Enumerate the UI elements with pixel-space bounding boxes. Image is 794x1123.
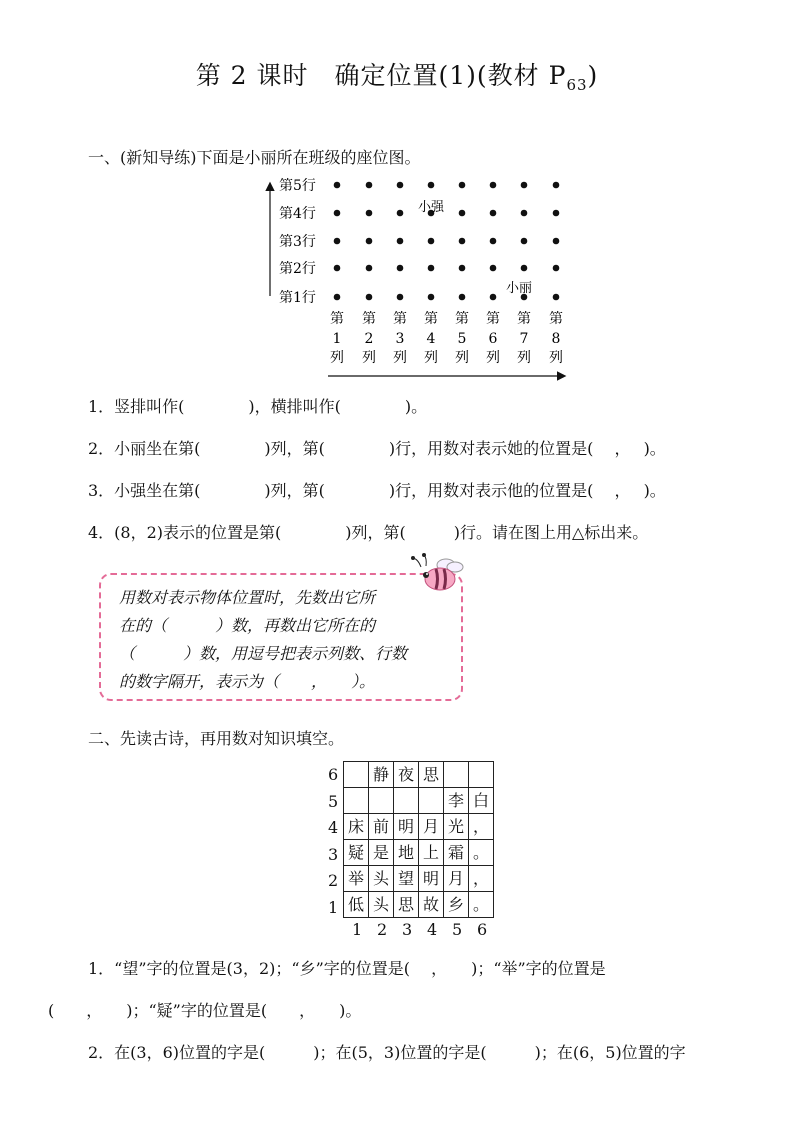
grid-row: [344, 788, 494, 814]
grid-cell: 光: [444, 814, 469, 840]
grid-column-number: 6: [477, 920, 488, 939]
grid-cell: 低: [344, 892, 369, 918]
question-1-3: 3．小强坐在第( )列，第( )行，用数对表示他的位置是( ， )。: [88, 481, 666, 500]
grid-cell: 举: [344, 866, 369, 892]
label-xiaoqiang: 小强: [418, 200, 445, 215]
seat-dot: [459, 210, 466, 217]
grid-cell: 是: [369, 840, 394, 866]
seat-dot: [428, 238, 435, 245]
question-2-2: 2．在(3，6)位置的字是( )；在(5，3)位置的字是( )；在(6，5)位置的字: [88, 1043, 686, 1062]
grid-cell: [394, 788, 419, 814]
seat-dot: [553, 238, 560, 245]
row-label: 第4行: [279, 206, 316, 222]
question-1-1: 1．竖排叫作( )，横排叫作( )。: [88, 397, 428, 416]
column-label-top: 第: [424, 311, 438, 327]
grid-cell: [344, 762, 369, 788]
column-label-top: 第: [393, 311, 407, 327]
column-label-top: 第: [549, 311, 563, 327]
row-label: 第3行: [279, 234, 316, 250]
grid-cell: 前: [369, 814, 394, 840]
row-label: 第1行: [279, 290, 316, 306]
seat-dot: [397, 210, 404, 217]
column-label-bottom: 列: [330, 350, 344, 366]
question-1-4: 4．(8，2)表示的位置是第( )列，第( )行。请在图上用△标出来。: [88, 523, 649, 542]
column-label-top: 第: [330, 311, 344, 327]
title-main: 第 2 课时 确定位置(1)(教材 P: [195, 61, 567, 90]
column-label-bottom: 列: [362, 350, 376, 366]
column-label-num: 5: [457, 331, 467, 347]
seat-dot: [366, 238, 373, 245]
column-label-bottom: 列: [455, 350, 469, 366]
seat-dot: [490, 182, 497, 189]
tip-line-1: 用数对表示物体位置时，先数出它所: [119, 588, 376, 607]
seat-dot: [490, 238, 497, 245]
grid-column-number: 3: [402, 920, 413, 939]
seat-dot: [459, 182, 466, 189]
grid-row-number: 3: [328, 844, 339, 864]
grid-cell: 明: [419, 866, 444, 892]
seat-dot: [553, 210, 560, 217]
grid-cell: 明: [394, 814, 419, 840]
seat-dot: [428, 294, 435, 301]
grid-row-number: 1: [328, 897, 339, 917]
seat-dot: [397, 238, 404, 245]
grid-cell: 头: [369, 892, 394, 918]
seat-dot: [459, 238, 466, 245]
grid-cell: ，: [469, 814, 494, 840]
poem-grid: [343, 761, 494, 918]
seat-dot: [521, 265, 528, 272]
column-label-num: 8: [551, 331, 561, 347]
column-label-bottom: 列: [393, 350, 407, 366]
question-2-1-line1: 1．“望”字的位置是(3，2)；“乡”字的位置是( ， )；“举”字的位置是: [88, 959, 606, 978]
grid-cell: 疑: [344, 840, 369, 866]
tip-line-3: （ ）数，用逗号把表示列数、行数: [119, 644, 408, 663]
column-label-num: 1: [332, 331, 342, 347]
section2-heading: 二、先读古诗，再用数对知识填空。: [88, 729, 345, 748]
column-label-bottom: 列: [486, 350, 500, 366]
section1-heading: 一、(新知导练)下面是小丽所在班级的座位图。: [88, 148, 421, 167]
seat-dot: [366, 294, 373, 301]
column-label-num: 2: [364, 331, 374, 347]
question-2-1-line2: ( ， )；“疑”字的位置是( ， )。: [48, 1001, 362, 1020]
seat-dot: [521, 182, 528, 189]
seat-dot: [334, 238, 341, 245]
seat-dot: [490, 210, 497, 217]
grid-cell: 。: [469, 840, 494, 866]
grid-cell: 霜: [444, 840, 469, 866]
grid-cell: 望: [394, 866, 419, 892]
grid-cell: ，: [469, 866, 494, 892]
column-label-num: 6: [488, 331, 498, 347]
grid-row: [344, 814, 494, 840]
seat-dot: [366, 210, 373, 217]
grid-cell: 床: [344, 814, 369, 840]
seat-dot: [553, 294, 560, 301]
seat-dot: [521, 238, 528, 245]
seat-dot: [397, 182, 404, 189]
seat-dot: [397, 265, 404, 272]
grid-cell: [419, 788, 444, 814]
row-label: 第2行: [279, 261, 316, 277]
grid-row-number: 4: [328, 818, 339, 837]
grid-cell: 思: [394, 892, 419, 918]
seat-dot: [459, 265, 466, 272]
seat-dot: [366, 265, 373, 272]
grid-cell: 乡: [444, 892, 469, 918]
row-label: 第5行: [279, 178, 316, 194]
seat-dot: [553, 265, 560, 272]
seat-dot: [490, 265, 497, 272]
grid-row: [344, 840, 494, 866]
grid-cell: [469, 762, 494, 788]
question-1-2: 2．小丽坐在第( )列，第( )行，用数对表示她的位置是( ， )。: [88, 439, 666, 458]
seat-dot: [521, 210, 528, 217]
grid-cell: 白: [469, 788, 494, 814]
grid-row-number: 6: [328, 765, 339, 784]
grid-cell: 地: [394, 840, 419, 866]
grid-cell: 头: [369, 866, 394, 892]
grid-cell: 故: [419, 892, 444, 918]
grid-cell: [369, 788, 394, 814]
column-label-top: 第: [362, 311, 376, 327]
column-label-num: 3: [395, 331, 405, 347]
column-label-bottom: 列: [549, 350, 563, 366]
grid-cell: 静: [369, 762, 394, 788]
grid-column-number: 5: [452, 920, 463, 939]
column-label-top: 第: [517, 311, 531, 327]
grid-row-number: 2: [328, 871, 339, 890]
grid-row: [344, 866, 494, 892]
column-label-top: 第: [486, 311, 500, 327]
seat-dot: [334, 210, 341, 217]
title-subscript: 63: [566, 76, 588, 94]
label-xiaoli: 小丽: [506, 281, 533, 296]
grid-cell: 月: [444, 866, 469, 892]
grid-cell: 夜: [394, 762, 419, 788]
grid-column-number: 2: [377, 920, 388, 939]
column-label-num: 4: [426, 331, 436, 347]
seat-dot: [490, 294, 497, 301]
seat-dot: [428, 265, 435, 272]
grid-cell: 思: [419, 762, 444, 788]
grid-column-number: 1: [352, 920, 363, 939]
grid-row: [344, 892, 494, 918]
grid-cell: [444, 762, 469, 788]
seat-dot: [459, 294, 466, 301]
bee-icon: [408, 553, 468, 601]
grid-cell: [344, 788, 369, 814]
seat-dot: [553, 182, 560, 189]
grid-cell: 上: [419, 840, 444, 866]
column-label-bottom: 列: [424, 350, 438, 366]
grid-column-number: 4: [427, 920, 438, 939]
seat-dot: [334, 182, 341, 189]
grid-cell: 月: [419, 814, 444, 840]
grid-cell: 李: [444, 788, 469, 814]
seat-dot: [334, 265, 341, 272]
seat-dot: [397, 294, 404, 301]
tip-line-2: 在的（ ）数，再数出它所在的: [119, 616, 376, 635]
seat-dot: [428, 182, 435, 189]
column-label-top: 第: [455, 311, 469, 327]
tip-line-4: 的数字隔开，表示为（ ， ）。: [119, 672, 376, 691]
seat-chart: [0, 0, 794, 400]
column-label-num: 7: [519, 331, 529, 347]
column-label-bottom: 列: [517, 350, 531, 366]
grid-row: [344, 762, 494, 788]
grid-row-number: 5: [328, 791, 339, 811]
title-end: ): [587, 61, 599, 90]
seat-dot: [366, 182, 373, 189]
seat-dot: [334, 294, 341, 301]
grid-cell: 。: [469, 892, 494, 918]
